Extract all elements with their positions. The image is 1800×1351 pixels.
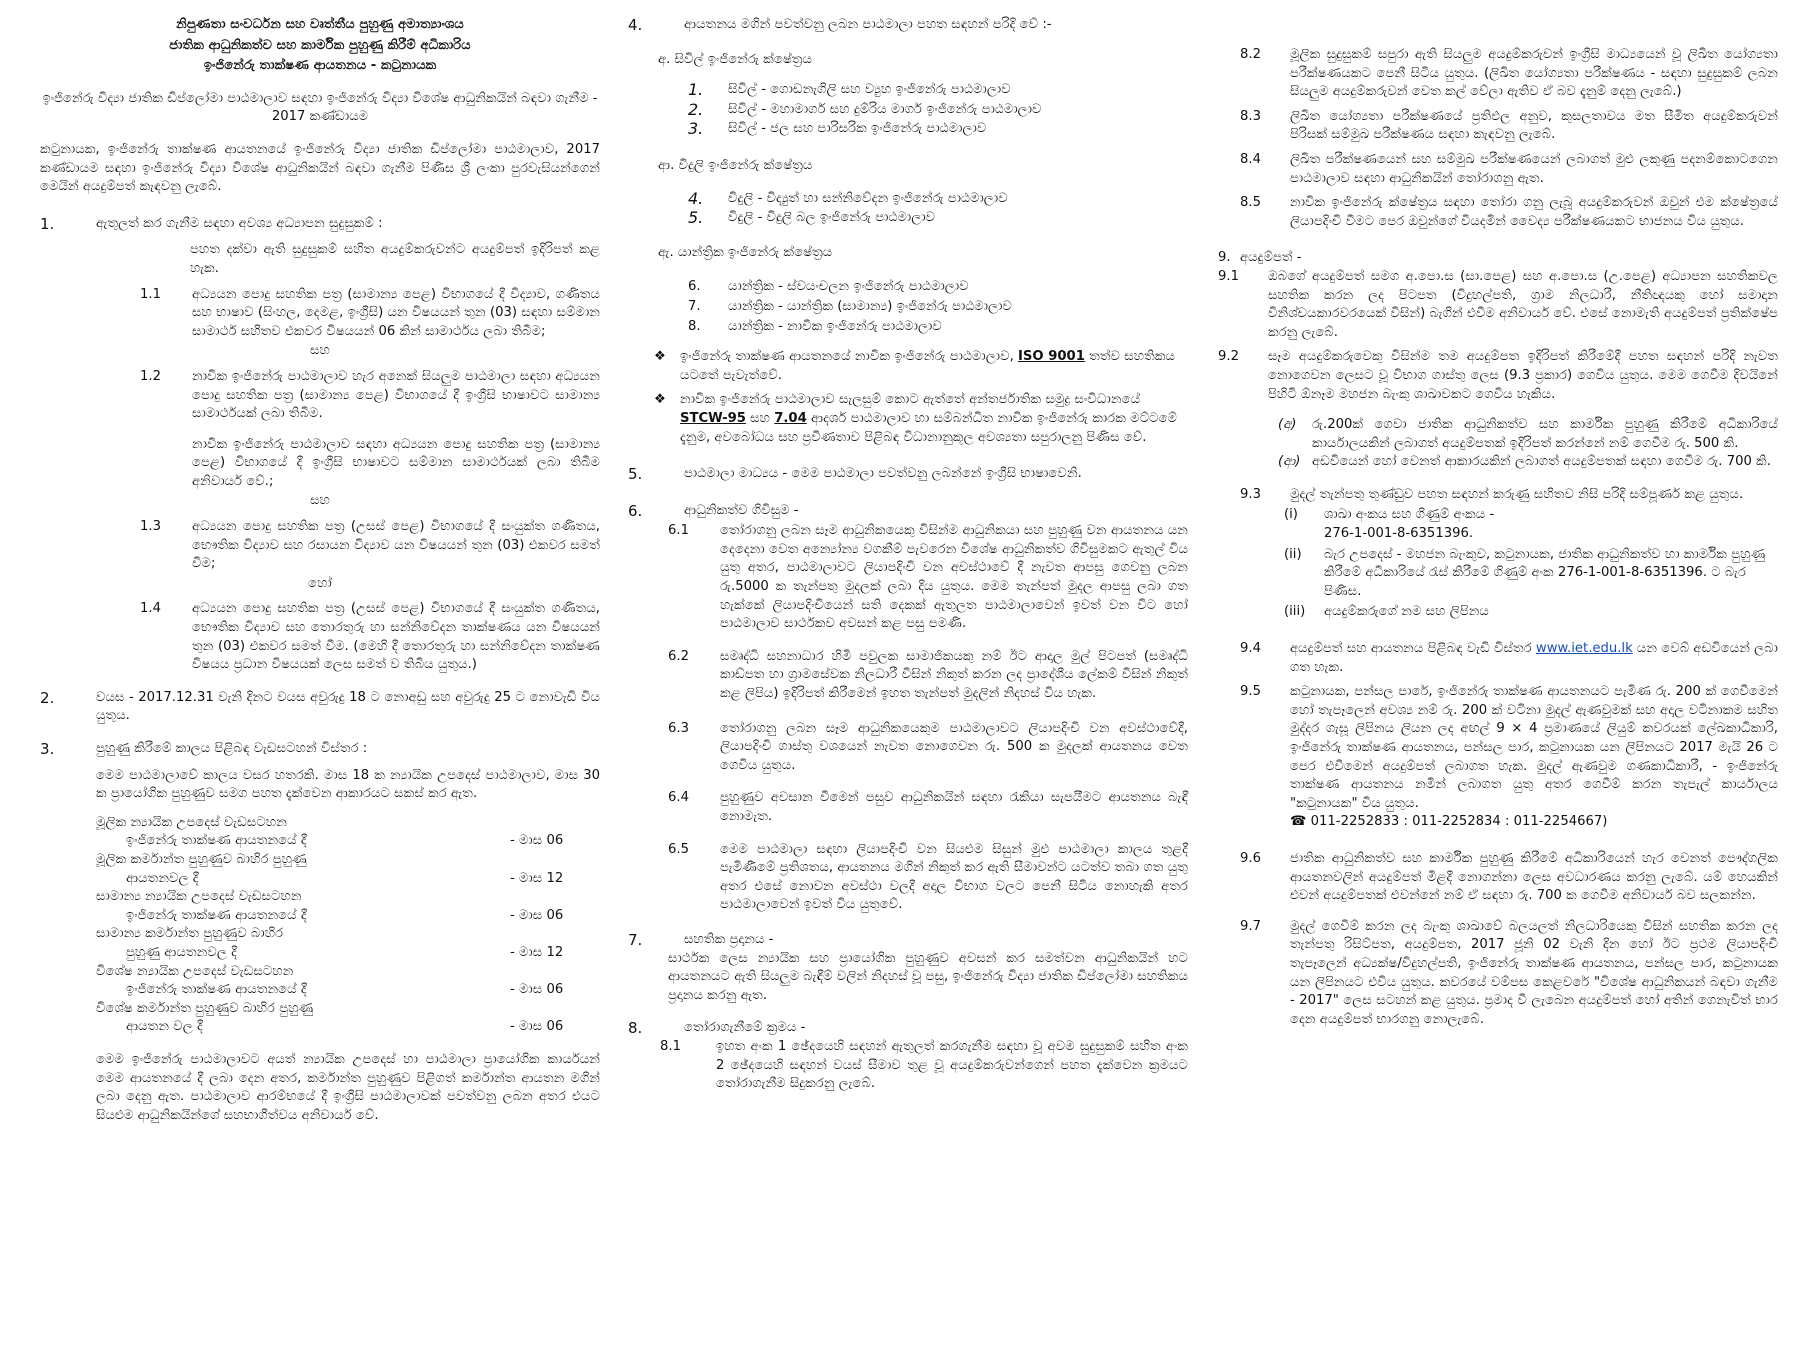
- row-label: ඉංජිනේරු තාක්ෂණ ආයතනයේ දී: [126, 833, 307, 849]
- item-text: මුදල් ගෙවීම් කරන ලද බැංකු ශාඛාවේ බලයලත් නිලධාරියෙකු විසින් සහතික කරන ලද තැන්පතු රිසිට්පත, අයදුම්පත, 2017 ජූනි 02 වැනි දින හෝ ඊට ප්‍රථම ලියාපදිංචි තැපෑලෙන් අධ්‍යක්ෂ/විදුහල්පති, ඉංජිනේරු තාක්ෂණ ආයතනය, පන්සල පාර, කටුනායක යන ලිපිනයට එවිය යුතුය. කවරයේ වම්පස කෙළවරේ "විශේෂ ආධුනිකයන් බඳවා ගැනීම - 2017" ලෙස සටහන් කළ යුතුය. ප්‍රමාද වී ලැබෙන අයදුම්පත් හෝ අතින් ගෙනැවිත් භාර දෙන අයදුම්පත් භාරගනු නොලැබේ.: [1290, 918, 1778, 1027]
- section-5: [628, 465, 1188, 484]
- duration-row: [96, 963, 600, 1000]
- option-text: රු.200ක් ගෙවා ජාතික ආධුනිකත්ව සහ කාර්මික පුහුණු කිරීමේ අධිකාරියේ කාර්යාලයකින් ලබාගත් අයදුම්පතක් ඉදිරිපත් කරන්නේ නම් ගෙවීම රු. 500 කි.: [1312, 417, 1778, 451]
- detail-label: (iii): [1284, 604, 1306, 620]
- row-label: ඉංජිනේරු තාක්ෂණ ආයතනයේ දී: [126, 982, 307, 998]
- item-number: 9.5: [1240, 684, 1261, 700]
- website-link[interactable]: www.iet.edu.lk: [1535, 641, 1633, 657]
- stcw-standard: STCW-95: [680, 410, 746, 426]
- course-item: [688, 298, 1188, 317]
- item-text: ඔබගේ අයදුම්පත් සමග අ.පො.ස (සා.පෙළ) සහ අ.පො.ස (උ.පෙළ) අධ්‍යාපන සහතිකවල සහතික කරන ලද පිටපත (විදුහල්පති, ග්‍රාම නිලධාරී, නීතිඥයකු හෝ සමාදාන විනිශ්චයකාරවරයෙක් විසින්) බැගින් එවීම අනිවාර්ය වේ. එසේ නොමැති අයදුම්පත් ප්‍රතික්ෂේප කරනු ලැබේ.: [1268, 268, 1778, 340]
- iso-standard: ISO 9001: [1018, 349, 1085, 365]
- item-text: අධ්‍යයන පොදු සහතික පත්‍ර (සාමාන්‍ය පෙළ) විභාගයේ දී විද්‍යාව, ගණිතය සහ භාෂාව (සිංහල, දෙමළ, ඉංග්‍රීසි) යන විෂයයන් තුන (03) සඳහා සම්මාන සාමාර්ථ සහිතව එකවර විෂයයන් 06 කින් සාමාර්ථය ලබා තිබීම;: [192, 286, 600, 339]
- section-9: [1218, 249, 1778, 268]
- item-text: පුහුණුව අවසාන වීමෙන් පසුව ආධුනිකයින් සඳහා රැකියා සැපයීමට ආයතනය බැඳී නොමැත.: [720, 790, 1188, 824]
- section-1: [40, 215, 600, 234]
- electrical-course-list: [628, 190, 1188, 228]
- item-text: ඉහත අංක 1 ඡේදයෙහි සඳහන් ඇතුලත් කරගැනීම සඳහා වූ අවම සුදුසුකම් සහිත අංක 2 ඡේදයෙහි සඳහන් වයස් සීමාව තුළ වූ අයදුම්කරුවන්ගෙන් පහත දැක්වෙන ක්‍රමයට තෝරාගැනීම සිදුකරනු ලැබේ.: [716, 1038, 1188, 1092]
- section-title: සහතික ප්‍රදානය -: [684, 931, 774, 947]
- institute-name: ඉංජිනේරු තාක්ෂණ ආයතනය - කටුනායක: [203, 58, 437, 74]
- course-number: 5.: [688, 208, 704, 228]
- detail-text: බැර උපදෙස් - මහජන බැංකුව, කටුනායක, ජාතික ආධුනිකත්ව හා කාර්මික පුහුණු කිරීමේ අධිකාරියේ රැස් කිරීමේ ගිණුම් අංක 276-1-001-8-6351396. ට බැර පිණිස.: [1324, 546, 1766, 599]
- item-text: ලිඛිත යෝග්‍යතා පරීක්ෂණයේ ප්‍රතිඵල අනුව, කුසලතාවය මත සීමිත අයදුම්කරුවන් පිරිසක් සම්මුඛ පරීක්ෂණය සඳහා කැඳවනු ලැබේ.: [1290, 108, 1778, 143]
- deposit-detail-i: [1284, 506, 1778, 543]
- item-9-6: [1240, 850, 1778, 906]
- course-number: 2.: [688, 99, 704, 119]
- section-number: 6.: [628, 501, 643, 520]
- intro-paragraph: කටුනායක, ඉංජිනේරු තාක්ෂණ ආයතනයේ ඉංජිනේරු විද්‍යා ජාතික ඩිප්ලෝමා පාඨමාලාව, 2017 කණ්ඩායම සඳහා ඉංජිනේරු විද්‍යා විශේෂ ආධුනිකයින් බඳවා ගැනීම පිණිස ශ්‍රී ලංකා පුරවැසියන්ගෙන් මෙයින් අයදුම්පත් කැඳවනු ලැබේ.: [40, 141, 600, 195]
- item-text: නාවික ඉංජිනේරු පාඨමාලාව හැර අනෙක් සියලුම පාඨමාලා සඳහා අධ්‍යයන පොදු සහතික පත්‍ර (සාමාන්‍ය පෙළ) විභාගයේ දී ඉංග්‍රීසි භාෂාවට සාමාන්‍ය සාමාර්ථයක් ලබා තිබීම.: [192, 368, 600, 422]
- item-text: තෝරාගනු ලබන සෑම ආධුනිකයෙකුම පාඨමාලාවට ලියාපදිංචි වන අවස්ථාවේදී, ලියාපදිංචි ගාස්තු වශයෙන් නැවත නොගෙවන රු. 500 ක මුදලක් ආයතනය වෙත ගෙවිය යුතුය.: [720, 720, 1188, 773]
- item-number: 1.4: [140, 601, 161, 617]
- detail-label: (ii): [1284, 546, 1302, 562]
- item-number: 1.1: [140, 286, 161, 302]
- note-text: නාවික ඉංජිනේරු පාඨමාලාව සැලසුම් කොට ඇත්තේ අන්තර්ජාතික සමුද්‍ර සංවිධානයේ: [680, 392, 1141, 408]
- authority-name: ජාතික ආධුනිකත්ව සහ කාර්මික පුහුණු කිරීම් අධිකාරිය: [169, 37, 471, 53]
- section-title: අයදුම්පත් -: [1240, 250, 1302, 266]
- conjunction-and: සහ: [310, 343, 330, 359]
- item-9-2: [1218, 348, 1778, 404]
- section-number: 4.: [628, 16, 643, 34]
- model-course-code: 7.04: [774, 410, 807, 426]
- item-text: මෙම පාඨමාලා සඳහා ලියාපදිංචි වන සියළුම සිසුන් මුළු පාඨමාලා කාලය තුළදී පැමිණීමේ ප්‍රතිශතය, ආයතනය මගින් නිකුත් කර ඇති සීමාවන්ට යටත්ව තබා ගත යුතු අතර එසේ නොවන අවස්ථා වලදී අදාල විභාග වලට පෙනී සිටිය නොහැකි අතර පාඨමාලාවෙන් ඉවත් විය යුතුවේ.: [720, 841, 1188, 913]
- duration-row: [96, 925, 600, 962]
- row-label: සාමාන්‍ය න්‍යායික උපදෙස් වැඩසටහන: [96, 889, 302, 905]
- section-title: ඇතුලත් කර ගැනීම සඳහා අවශ්‍ය අධ්‍යාපන සුදුසුකම් :: [96, 215, 383, 231]
- item-text: කටුනායක, පන්සල පාරේ, ඉංජිනේරු තාක්ෂණ ආයතනයට පැමිණ රු. 200 ක් ගෙවීමෙන් හෝ තැපෑලෙන් අවශ්‍ය නම් රු. 200 ක් වටිනා මුදල් ඇණවුමක් සහ අදාල වටිනාකම සහිත මුද්දර ගැසූ ලිපිනය ලියන ලද අඟල් 9 × 4 ප්‍රමාණයේ ලියුම් කවරයක් ලේඛකාධිකාරි, ඉංජිනේරු තාක්ෂණ ආයතනය, පන්සල පාර, කටුනායක යන ලිපිනයට 2017 මැයි 26 ට පෙර එවීමෙන් අයදුම්පත් ලබාගත හැක. මුදල් ඇණවුම ගණකාධිකාරී, - ඉංජිනේරු තාක්ෂණ ආයතනය නමින් ලබාගත යුතු අතර ගෙවීම් කරන තැපැල් කාර්යාලය "කටුනායක" විය යුතුය.: [1290, 684, 1778, 811]
- item-text: මූලික සුදුසුකම් සපුරා ඇති සියලුම අයදුම්කරුවන් ඉංග්‍රීසි මාධ්‍යයෙන් වූ ලිඛිත යෝග්‍යතා පරීක්ෂණයකට පෙනී සිටිය යුතුය. (ලිඛිත යෝග්‍යතා පරීක්ෂණය - සඳහා සුදුසුකම් ලබන සියලුම අයදුම්කරුවන් වෙත කල් වේලා ඇතිව ඒ බව දැනුම් දෙනු ලැබේ.): [1290, 47, 1778, 100]
- course-item: [688, 120, 1188, 139]
- course-item: [688, 190, 1188, 209]
- notice-title: ඉංජිනේරු විද්‍යා ජාතික ඩිප්ලෝමා පාඨමාලාව සඳහා ඉංජිනේරු විද්‍යා විශේෂ ආධුනිකයින් බඳවා ගැනීම - 2017 කණ්ඩායම: [42, 90, 598, 125]
- item-number: 8.4: [1240, 151, 1261, 167]
- item-text: අයදුම්පත් සහ ආයතනය පිළිබඳ වැඩි විස්තර: [1290, 641, 1532, 657]
- civil-course-list: [628, 81, 1188, 139]
- item-number: 9.7: [1240, 918, 1261, 934]
- course-name: සිවිල් - මහාමාර්ග සහ දුම්රිය මාර්ග ඉංජිනේරු පාඨමාලාව: [728, 101, 1042, 117]
- item-text: නාවික ඉංජිනේරු ක්ෂේත්‍රය සඳහා තෝරා ගනු ලැබූ අයදුම්කරුවන් ඔවුන් එම ක්ෂේත්‍රයේ ලියාපදිංචි වීමට පෙර ඔවුන්ගේ වියදමින් වෛද්‍ය පරීක්ෂණයකට භාජනය විය යුතුය.: [1290, 195, 1778, 229]
- detail-label: (i): [1284, 507, 1298, 523]
- section-number: 3.: [40, 740, 55, 758]
- course-item: [688, 318, 1188, 337]
- section-3-outro: මෙම ඉංජිනේරු පාඨමාලාවට අයත් න්‍යායික උපදෙස් හා පාඨමාලා ප්‍රායෝගික කාර්යයන් මෙම ආයතනයේ දී ලබා දෙන අතර, කර්මාන්ත පුහුණුව පිළිගත් කර්මාන්ත ආයතන මගින් ලබා දෙනු ඇත. පාඨමාලාව ආරම්භයේ දී ඉංග්‍රීසි පාඨමාලාවක් පවත්වනු ලබන අතර එයට සියළුම ආධුනිකයින්ගේ සහභාගීත්වය අනිවාර්ය වේ.: [96, 1051, 600, 1123]
- item-8-3: [1240, 108, 1778, 145]
- item-text: අධ්‍යයන පොදු සහතික පත්‍ර (උසස් පෙළ) විභාගයේ දී සංයුක්ත ගණිතය, භෞතික විද්‍යාව සහ තොරතුරු හා සන්නිවේදන තාක්ෂණය යන විෂයයන් තුන (03) එකවර සමත් වීම. (මෙහි දී තොරතුරු හා සන්නිවේදන තාක්ෂණ විෂයය ප්‍රධාන විෂයයක් ලෙස සමත් ව තිබිය යුතුය.): [192, 601, 600, 673]
- item-8-4: [1240, 151, 1778, 188]
- section-number: 2.: [40, 688, 55, 707]
- mechanical-course-list: [628, 278, 1188, 336]
- item-number: 8.3: [1240, 108, 1261, 124]
- item-6-3: [668, 720, 1188, 776]
- course-item: [688, 81, 1188, 100]
- note-text: තත්ව සහතිකය යටතේ පැවැත්වේ.: [680, 349, 1175, 383]
- row-duration: - මාස 06: [510, 907, 564, 923]
- row-label: මූලික කර්මාන්ත පුහුණුව බාහිර පුහුණු: [96, 851, 307, 867]
- course-item: [688, 278, 1188, 297]
- row-label: ඉංජිනේරු තාක්ෂණ ආයතනයේ දී: [126, 907, 307, 923]
- item-text: සෑම අයදුම්කරුවෙකු විසින්ම තම අයදුම්පත ඉදිරිපත් කිරීමේදී පහත සඳහන් පරිදි නැවත නොගෙවන ලෙසට වූ විභාග ගාස්තු ලෙස (9.3 ප්‍රකාර) ගෙවිය යුතුය. මෙම ගෙවීම දිවයිනේ පිහිටි ඕනෑම මහජන බැංකු ශාඛාවකට ගෙවිය හැකිය.: [1268, 349, 1778, 402]
- ministry-name: නිපුණතා සංවර්ධන සහ වෘත්තීය පුහුණු අමාත්‍යාංශය: [176, 17, 464, 32]
- duration-row: [96, 851, 600, 888]
- item-number: 8.5: [1240, 195, 1261, 211]
- section-number: 1.: [40, 214, 55, 233]
- item-number: 6.5: [668, 841, 689, 857]
- duration-table: [56, 814, 600, 1037]
- row-label: පුහුණු ආයතනවල දී: [126, 944, 237, 960]
- section-number: 9.: [1218, 250, 1231, 266]
- item-number: 6.2: [668, 648, 689, 664]
- section-6: [628, 502, 1188, 521]
- section-number: 8.: [628, 1019, 643, 1038]
- item-text: මුදල් තැන්පතු තුණ්ඩුව පහත සඳහන් කරුණු සහිතව නිසි පරිදි සම්පූර්ණ කළ යුතුය.: [1290, 486, 1744, 502]
- item-number: 9.3: [1240, 486, 1261, 502]
- option-label: (ආ): [1278, 454, 1301, 470]
- item-1-4: [140, 600, 600, 674]
- account-number: 276-1-001-8-6351396.: [1324, 526, 1474, 542]
- item-text: ජාතික ආධුනිකත්ව සහ කාර්මික පුහුණු කිරීමේ අධිකාරියෙන් හැර වෙනත් පෞද්ගලික ආයතනවලින් අයදුම්පත් මිළදී නොගන්නා ලෙස අවධාරණය කරනු ලැබේ. යම් හෙයකින් එවන් අයදුම්පතක් එවන්නේ නම් ඒ සඳහා රු. 700 ක ගෙවීම අනිවාර්ය බව සලකන්න.: [1290, 850, 1778, 904]
- duration-row: [96, 814, 600, 851]
- deposit-detail-iii: [1284, 603, 1778, 622]
- course-number: 7.: [688, 298, 701, 314]
- row-label: මූලික න්‍යායික උපදෙස් වැඩසටහන: [96, 814, 287, 830]
- section-2: [40, 689, 600, 726]
- item-6-4: [668, 789, 1188, 826]
- row-label: විශේෂ න්‍යායික උපදෙස් වැඩසටහන: [96, 963, 294, 979]
- section-1-intro: පහත දක්වා ඇති සුදුසුකම් සහිත අයදුම්කරුවන්ට අයදුම්පත් ඉදිරිපත් කළ හැක.: [190, 242, 600, 276]
- section-number: 5.: [628, 465, 643, 484]
- iso-note: [654, 348, 1188, 385]
- note-text: සහ: [750, 410, 771, 426]
- item-number: 8.1: [660, 1038, 681, 1054]
- diamond-bullet-icon: ❖: [654, 392, 666, 408]
- course-name: සිවිල් - ජල සහ පාරිසරික ඉංජිනේරු පාඨමාලාව: [728, 121, 987, 137]
- item-number: 6.4: [668, 790, 689, 806]
- fee-option-b: [1278, 453, 1778, 472]
- item-9-1: [1218, 268, 1778, 342]
- item-text: අධ්‍යයන පොදු සහතික පත්‍ර (උසස් පෙළ) විභාගයේ දී සංයුක්ත ගණිතය, භෞතික විද්‍යාව සහ රසායන විද්‍යාව යන විෂයයන් තුන (03) එකවර සමත් වීම;: [192, 519, 600, 572]
- item-6-5: [668, 841, 1188, 915]
- row-duration: - මාස 06: [510, 833, 564, 849]
- row-duration: - මාස 12: [510, 870, 564, 886]
- item-9-7: [1240, 918, 1778, 1030]
- row-label: සාමාන්‍ය කර්මාන්ත පුහුණුව බාහිර: [96, 926, 284, 942]
- detail-text: ශාඛා අංකය සහ ගිණුම් අංකය -: [1324, 507, 1495, 523]
- item-9-3: [1240, 486, 1778, 505]
- row-duration: - මාස 12: [510, 944, 564, 960]
- option-text: අඩවියෙන් හෝ වෙනත් ආකාරයකින් ලබාගත් අයදුම්පතක් සඳහා ගෙවීම රු. 700 කි.: [1312, 454, 1771, 470]
- marine-english-note: නාවික ඉංජිනේරු පාඨමාලාව සඳහා අධ්‍යයන පොදු සහතික පත්‍ර (සාමාන්‍ය පෙළ) විභාගයේ දී ඉංග්‍රීසි භාෂාවට සම්මාන සාමාර්ථයක් ලබා තිබීම අනිවාර්ය වේ.;: [192, 436, 600, 489]
- phone-icon: ☎: [1290, 814, 1307, 830]
- course-number: 4.: [688, 188, 704, 208]
- course-number: 1.: [688, 80, 704, 100]
- course-name: විදුලි - විදුලි බල ඉංජිනේරු පාඨමාලාව: [728, 210, 936, 226]
- row-duration: - මාස 06: [510, 1019, 564, 1035]
- item-6-2: [668, 648, 1188, 704]
- item-number: 9.4: [1240, 641, 1261, 657]
- item-number: 6.3: [668, 720, 689, 736]
- section-7: [628, 931, 1188, 950]
- option-label: (අ): [1278, 417, 1297, 433]
- section-4: [628, 16, 1188, 35]
- course-item: [688, 209, 1188, 228]
- item-text: සමෘද්ධි සහනාධාර හිමි පවුලක සාමාජිකයකු නම් ඊට ආදාල මුල් පිටපත් (සමෘද්ධි කාඩ්පත හා ග්‍රාමසේවක නිලධාරී විසින් නිකුත් කරන ලද ප්‍රාදේශීය ලේකම් විසින් නිකුත් කළ ලිපිය) ඉදිරිපත් කිරීමෙන් ඉහත තැන්පත් මුදලින් නිදහස් විය හැක.: [720, 648, 1188, 702]
- item-number: 6.1: [668, 523, 689, 539]
- note-text: ආදර්ශ පාඨමාලාව හා සම්බන්ධිත නාවික ඉංජිනේරු කාරක මට්ටමේ දැනුම, අවබෝධය සහ ප්‍රවීණතාව පිළිබඳ විධානානුකූල අවශ්‍යතා සපුරාලනු පිණිස වේ.: [680, 410, 1178, 445]
- item-number: 1.2: [140, 368, 161, 384]
- duration-row: [96, 888, 600, 925]
- row-duration: - මාස 06: [510, 982, 564, 998]
- course-number: 8.: [688, 318, 701, 334]
- item-number: 9.6: [1240, 850, 1261, 866]
- civil-field-heading: අ. සිවිල් ඉංජිනේරු ක්ෂේත්‍රය: [658, 51, 812, 67]
- section-title: පුහුණු කිරීමේ කාලය පිළිබඳ වැඩසටහන් විස්තර :: [96, 741, 368, 756]
- section-8: [628, 1019, 1188, 1038]
- row-label: ආයතනවල දී: [126, 870, 199, 886]
- section-text: පාඨමාලා මාධ්‍යය - මෙම පාඨමාලා පවත්වනු ලබන්නේ ඉංග්‍රීසි භාෂාවෙනි.: [684, 466, 1082, 482]
- course-number: 3.: [688, 119, 704, 139]
- section-7-text: සාර්ථක ලෙස න්‍යායික සහ ප්‍රායෝගික පුහුණුව අවසන් කර සමත්වන ආධුනිකයින් හට ආයතනයට ඇති සියලුම බැඳීම් වලින් නිදහස් වූ පසු, ඉංජිනේරු විද්‍යා ජාතික ඩිප්ලෝමා සහතිකය ප්‍රදානය කරනු ඇත.: [668, 950, 1188, 1003]
- detail-text: අයදුම්කරුගේ නම සහ ලිපිනය: [1324, 604, 1489, 620]
- item-8-2: [1240, 46, 1778, 102]
- course-name: යාන්ත්‍රික - නාවික ඉංජිනේරු පාඨමාලාව: [728, 318, 942, 334]
- item-6-1: [668, 522, 1188, 634]
- column-3: [1218, 16, 1778, 1029]
- course-item: [688, 101, 1188, 120]
- section-number: 7.: [628, 930, 643, 949]
- column-1: [40, 16, 600, 1133]
- course-name: යාන්ත්‍රික - ස්වයංචලන ඉංජිනේරු පාඨමාලාව: [728, 279, 969, 295]
- item-number: 8.2: [1240, 47, 1261, 62]
- item-text: යන වෙබ් අඩවියෙන් ලබා ගත හැක.: [1290, 641, 1778, 675]
- stcw-note: [654, 391, 1188, 447]
- course-number: 6.: [688, 279, 701, 295]
- conjunction-or: හෝ: [308, 575, 332, 591]
- section-3-intro: මෙම පාඨමාලාවේ කාලය වසර හතරකි. මාස 18 ක න්‍යායික උපදෙස් පාඨමාලාව, මාස 30 ක ප්‍රායෝගික පුහුණුව සමග පහත දැක්වෙන ආකාරයට සකස් කර ඇත.: [96, 767, 600, 802]
- electrical-field-heading: ආ. විදුලි ඉංජිනේරු ක්ෂේත්‍රය: [658, 157, 813, 173]
- item-1-1: [140, 286, 600, 342]
- note-text: ඉංජිනේරු තාක්ෂණ ආයතනයේ නාවික ඉංජිනේරු පාඨමාලාව,: [680, 349, 1014, 365]
- item-9-4: [1240, 640, 1778, 677]
- diamond-bullet-icon: ❖: [654, 349, 666, 365]
- fee-option-a: [1278, 416, 1778, 453]
- item-1-2: [140, 368, 600, 424]
- deposit-detail-ii: [1284, 546, 1778, 602]
- course-name: සිවිල් - ගොඩනැගිලි සහ ව්‍යුහ ඉංජිනේරු පාඨමාලාව: [728, 82, 1011, 98]
- item-number: 1.3: [140, 519, 161, 535]
- item-number: 9.2: [1218, 349, 1239, 365]
- column-2: [628, 16, 1188, 1094]
- row-label: ආයතන වල දී: [126, 1019, 203, 1035]
- section-title: තෝරාගැනීමේ ක්‍රමය -: [684, 1020, 806, 1036]
- mechanical-field-heading: ඇ. යාන්ත්‍රික ඉංජිනේරු ක්ෂේත්‍රය: [658, 244, 833, 260]
- item-9-5: [1240, 683, 1778, 832]
- section-text: වයස - 2017.12.31 වැනි දිනට වයස අවුරුදු 18 ට නොඅඩු සහ අවුරුදු 25 ට නොවැඩි විය යුතුය.: [96, 689, 600, 724]
- phone-numbers: 011-2252833 : 011-2252834 : 011-2254667): [1310, 814, 1608, 830]
- row-label: විශේෂ කර්මාන්ත පුහුණුව බාහිර පුහුණු: [96, 1000, 314, 1016]
- conjunction-and: සහ: [310, 493, 330, 509]
- section-3: [40, 740, 600, 759]
- section-title: ආයතනය මගින් පවත්වනු ලබන පාඨමාලා පහත සඳහන් පරිදි වේ :-: [684, 17, 1052, 32]
- item-1-3: [140, 518, 600, 574]
- item-8-1: [660, 1038, 1188, 1094]
- course-name: යාන්ත්‍රික - යාන්ත්‍රික (සාමාන්‍ය) ඉංජිනේරු පාඨමාලාව: [728, 298, 1012, 314]
- item-text: ලිඛිත පරීක්ෂණයෙන් සහ සම්මුඛ පරීක්ෂණයෙන් ලබාගත් මුළු ලකුණු පදනම්කොටගෙන පාඨමාලාව සඳහා ආධුනිකයින් තෝරාගනු ඇත.: [1290, 151, 1778, 186]
- item-text: තෝරාගනු ලබන සෑම ආධුනිකයෙකු විසින්ම ආධුනිකයා සහ පුහුණු වන ආයතනය යන දෙදෙනා වෙත අන්‍යෝන්‍ය වගකීම් පැවරෙන විශේෂ ආධුනිකත්ව ගිවිසුමකට ඇතුල් විය යුතු අතර, පාඨමාලාවට ලියාපදිංචි වන අවස්ථාවේ දී නැවත ආපසු ගෙවනු ලබන රු.5000 ක තැන්පතු මුදලක් ලබා දිය යුතුය. මෙම තැන්පත් මුදල ආපසු ලබා ගත හැක්කේ ලියාපදිංචියෙන් සති දෙකක් ඇතුලත පාඨමාලාවෙන් ඉවත් වන විට හෝ පාඨමාලාව සාර්ථකව අවසන් කළ පසු පමණි.: [720, 523, 1188, 632]
- item-number: 9.1: [1218, 268, 1239, 284]
- course-name: විදුලි - විද්‍යුත් හා සන්නිවේදන ඉංජිනේරු පාඨමාලාව: [728, 190, 1008, 206]
- section-title: ආධුනිකත්ව ගිවිසුම -: [684, 502, 799, 518]
- duration-row: [96, 1000, 600, 1037]
- item-8-5: [1240, 194, 1778, 231]
